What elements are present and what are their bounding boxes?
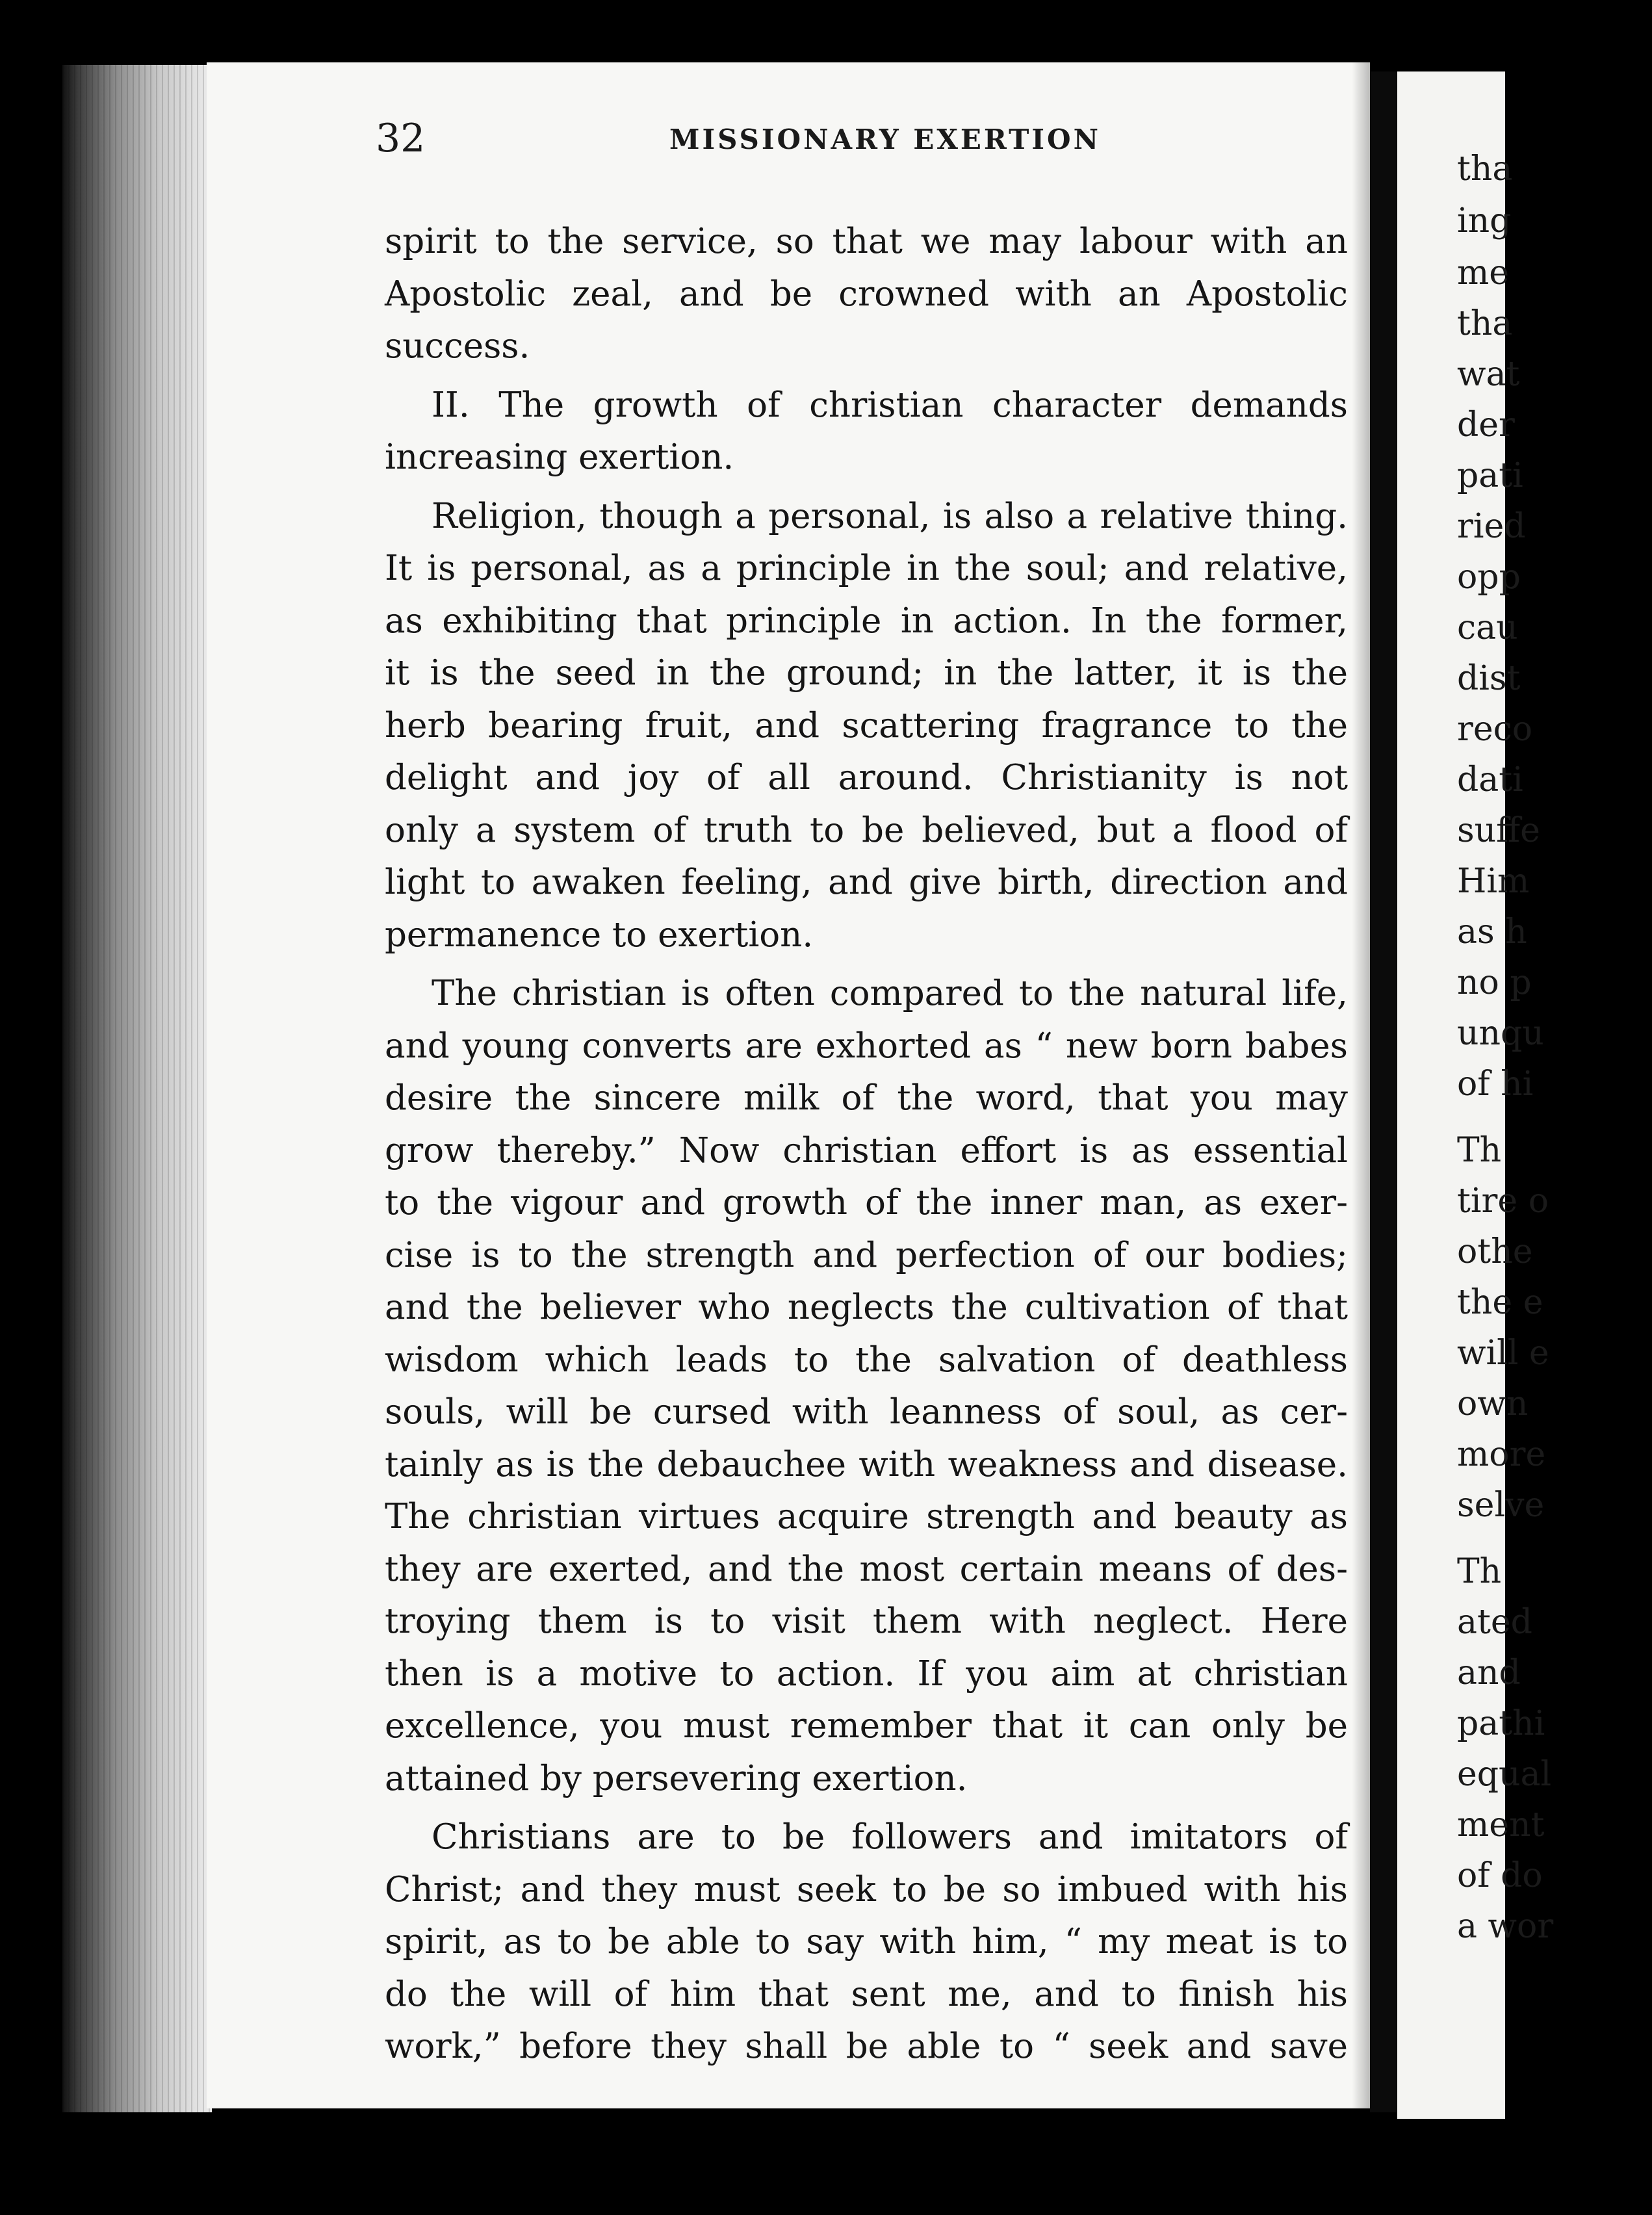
text-line: The christian virtues acquire strength and beauty as bbox=[385, 1497, 1348, 1536]
paragraph-gap bbox=[385, 961, 1348, 968]
text-line: excellence, you must remember that it can only be bbox=[385, 1706, 1348, 1746]
text-line: work,” before they shall be able to “ seek and save bbox=[385, 2027, 1348, 2066]
facing-page-text-fragment: dist bbox=[1457, 659, 1521, 698]
text-line: wisdom which leads to the salvation of deathless bbox=[385, 1340, 1348, 1380]
paragraph-gap bbox=[385, 373, 1348, 380]
facing-page-text-fragment: will e bbox=[1457, 1334, 1549, 1373]
text-line: only a system of truth to be believed, but a flood of bbox=[385, 810, 1348, 850]
facing-page-text-fragment: ing bbox=[1457, 201, 1512, 240]
facing-page-text-fragment: der bbox=[1457, 406, 1515, 445]
facing-page-text-fragment: cau bbox=[1457, 608, 1518, 647]
text-line: success. bbox=[385, 326, 530, 366]
facing-page-text-fragment: tha bbox=[1457, 149, 1513, 188]
text-line: to the vigour and growth of the inner man, as exer- bbox=[385, 1183, 1348, 1223]
text-line: Apostolic zeal, and be crowned with an Apostolic bbox=[385, 274, 1348, 314]
text-line: herb bearing fruit, and scattering fragrance to the bbox=[385, 705, 1348, 745]
text-line: delight and joy of all around. Christianity is not bbox=[385, 758, 1348, 797]
facing-page-text-fragment: more bbox=[1457, 1435, 1546, 1474]
text-line: tainly as is the debauchee with weakness and disease. bbox=[385, 1444, 1348, 1484]
book-gutter bbox=[1370, 71, 1401, 2112]
page-number: 32 bbox=[376, 116, 426, 161]
facing-page-text-fragment: ried bbox=[1457, 507, 1526, 546]
facing-page-text-fragment: dati bbox=[1457, 760, 1523, 799]
facing-page-text-fragment: ment bbox=[1457, 1806, 1545, 1845]
text-line: It is personal, as a principle in the soul; and relative, bbox=[385, 549, 1348, 588]
facing-page-text-fragment: a wor bbox=[1457, 1907, 1554, 1946]
facing-page-text-fragment: the e bbox=[1457, 1283, 1543, 1322]
text-line: troying them is to visit them with neglect. Here bbox=[385, 1601, 1348, 1641]
text-line: Christ; and they must seek to be so imbued with his bbox=[385, 1869, 1348, 1910]
facing-page-fragment bbox=[1397, 71, 1554, 2119]
facing-page-text-fragment: me bbox=[1457, 253, 1510, 292]
text-line: The christian is often compared to the natural life, bbox=[432, 974, 1348, 1013]
text-line: II. The growth of christian character demands bbox=[432, 385, 1348, 425]
facing-page-text-fragment: unqu bbox=[1457, 1014, 1544, 1053]
text-line: then is a motive to action. If you aim at christian bbox=[385, 1653, 1348, 1694]
paragraph-gap bbox=[385, 1805, 1348, 1811]
facing-page-text-fragment: opp bbox=[1457, 558, 1521, 597]
facing-page-text-fragment: wat bbox=[1457, 355, 1520, 394]
facing-page-text-fragment: Th bbox=[1457, 1552, 1502, 1591]
facing-page-text-fragment: of do bbox=[1457, 1856, 1543, 1895]
scan-speck bbox=[1237, 2184, 1263, 2198]
paragraph-gap bbox=[385, 484, 1348, 491]
text-line: and the believer who neglects the cultivation of that bbox=[385, 1288, 1348, 1327]
facing-page-text-fragment: as h bbox=[1457, 913, 1527, 952]
facing-page-text-fragment: pathi bbox=[1457, 1704, 1545, 1743]
text-line: attained by persevering exertion. bbox=[385, 1758, 968, 1798]
text-line: do the will of him that sent me, and to finish his bbox=[385, 1974, 1348, 2014]
running-head: MISSIONARY EXERTION bbox=[669, 123, 1101, 155]
facing-page-text-fragment: reco bbox=[1457, 710, 1533, 749]
facing-page-text-fragment: Him bbox=[1457, 862, 1530, 901]
text-line: desire the sincere milk of the word, that you may bbox=[385, 1078, 1348, 1118]
text-line: permanence to exertion. bbox=[385, 914, 814, 955]
facing-page-text-fragment: and bbox=[1457, 1653, 1521, 1692]
text-line: as exhibiting that principle in action. In the former, bbox=[385, 601, 1348, 641]
facing-page-text-fragment: no p bbox=[1457, 963, 1532, 1002]
text-line: and young converts are exhorted as “ new born babes bbox=[385, 1026, 1348, 1066]
scan-speck bbox=[1391, 4, 1396, 8]
text-line: it is the seed in the ground; in the latter, it is the bbox=[385, 653, 1348, 693]
text-line: spirit to the service, so that we may labour with an bbox=[385, 222, 1348, 261]
text-line: spirit, as to be able to say with him, “ my meat is to bbox=[385, 1922, 1348, 1962]
text-line: increasing exertion. bbox=[385, 437, 734, 477]
facing-page-text-fragment: suffe bbox=[1457, 811, 1540, 850]
facing-page-text-fragment: tha bbox=[1457, 304, 1513, 343]
facing-page-text-fragment: Th bbox=[1457, 1131, 1502, 1170]
text-line: Religion, though a personal, is also a relative thing. bbox=[432, 496, 1348, 536]
text-line: Christians are to be followers and imitators of bbox=[432, 1817, 1348, 1857]
facing-page-text-fragment: of hi bbox=[1457, 1065, 1534, 1104]
text-line: souls, will be cursed with leanness of soul, as cer- bbox=[385, 1392, 1348, 1432]
text-line: grow thereby.” Now christian effort is as essential bbox=[385, 1130, 1348, 1171]
facing-page-text-fragment: selve bbox=[1457, 1486, 1545, 1525]
text-line: they are exerted, and the most certain means of des- bbox=[385, 1549, 1348, 1589]
page-header bbox=[376, 116, 1285, 168]
facing-page-text-fragment: own bbox=[1457, 1384, 1529, 1423]
facing-page-text-fragment: equal bbox=[1457, 1755, 1552, 1794]
text-line: light to awaken feeling, and give birth, direction and bbox=[385, 862, 1348, 902]
facing-page-text-fragment: othe bbox=[1457, 1232, 1533, 1271]
facing-page-text-fragment: tire o bbox=[1457, 1182, 1549, 1221]
facing-page-text-fragment: pati bbox=[1457, 456, 1523, 495]
body-text bbox=[385, 216, 1348, 2073]
page-edge-lines bbox=[62, 65, 212, 2112]
facing-page-text-fragment: ated bbox=[1457, 1603, 1532, 1642]
text-line: cise is to the strength and perfection of our bodies; bbox=[385, 1235, 1348, 1275]
